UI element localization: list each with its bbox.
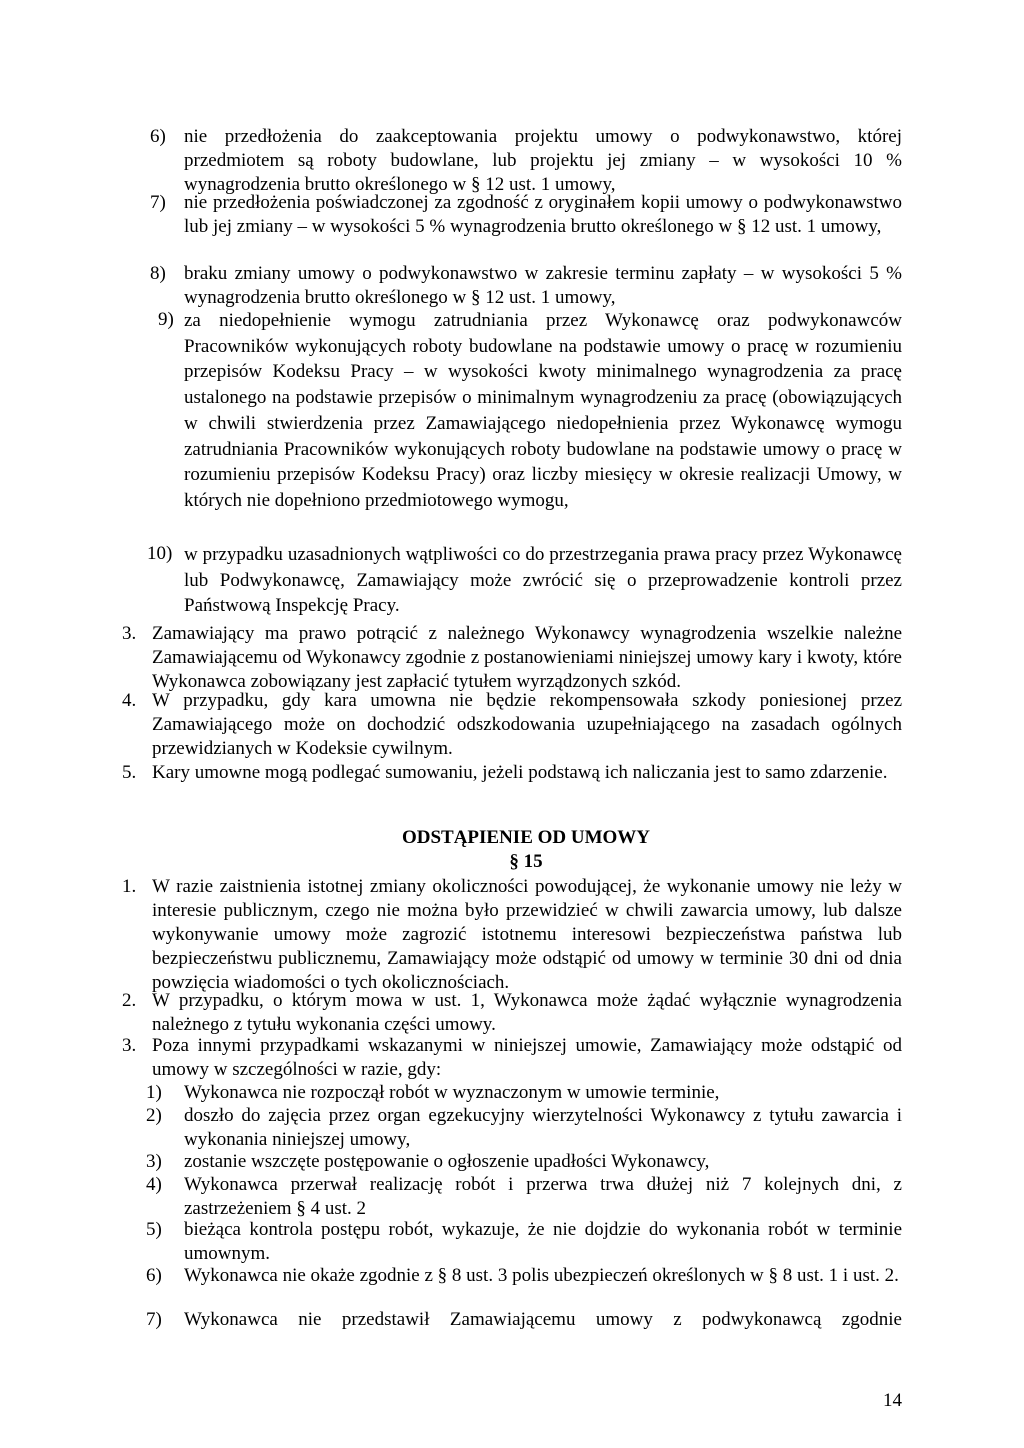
list-item-text: w przypadku uzasadnionych wątpliwości co do przestrzegania prawa pracy przez Wykonawcę lub Podwykonawcę, Zamawiający może zwrócić się o przeprowadzenie kontroli przez Państwową Inspekcję Pracy. — [184, 544, 902, 616]
list-item-text: nie przedłożenia poświadczonej za zgodność z oryginałem kopii umowy o podwykonawstwo lub jej zmiany – w wysokości 5 % wynagrodzenia brutto określonego w § 12 ust. 1 umowy, — [184, 192, 902, 237]
paragraph-number: 1. — [122, 876, 137, 897]
list-item-text: za niedopełnienie wymogu zatrudniania przez Wykonawcę oraz podwykonawców Pracowników wykonujących roboty budowlane na podstawie umowy o pracę w rozumieniu przepisów Kodeksu Pracy – w wysokości kwoty minimalnego wynagrodzenia za pracę ustalonego na podstawie przepisów o minimalnym wynagrodzeniu za pracę (obowiązujących w chwili stwierdzenia przez Zamawiającego niedopełnienia przez Wykonawcę wymogu zatrudniania Pracowników wykonujących roboty budowlane na podstawie umowy o pracę w rozumieniu przepisów Kodeksu Pracy) oraz liczby miesięcy w okresie realizacji Umowy, w których nie dopełniono przedmiotowego wymogu, — [184, 310, 902, 511]
list-item-number: 10) — [147, 543, 173, 564]
list-item-text: doszło do zajęcia przez organ egzekucyjny wierzytelności Wykonawcy z tytułu zawarcia i wykonania niniejszej umowy, — [184, 1105, 902, 1150]
list-item-number: 3) — [146, 1151, 162, 1172]
list-item-number: 2) — [146, 1105, 162, 1126]
paragraph-number: 3. — [122, 1035, 137, 1056]
list-item-number: 8) — [150, 263, 166, 284]
list-item-number: 1) — [146, 1082, 162, 1103]
paragraph-text: Zamawiający ma prawo potrącić z należnego Wykonawcy wynagrodzenia wszelkie należne Zamawiającemu od Wykonawcy zgodnie z postanowieniami niniejszej umowy kary i kwoty, które Wykonawca zobowiązany jest zapłacić tytułem wyrządzonych szkód. — [152, 623, 902, 692]
list-item-text: zostanie wszczęte postępowanie o ogłoszenie upadłości Wykonawcy, — [184, 1151, 710, 1172]
list-item-number: 6) — [146, 1265, 162, 1286]
list-item-text: Wykonawca przerwał realizację robót i przerwa trwa dłużej niż 7 kolejnych dni, z zastrzeżeniem § 4 ust. 2 — [184, 1174, 902, 1219]
paragraph-text: W przypadku, o którym mowa w ust. 1, Wykonawca może żądać wyłącznie wynagrodzenia należnego z tytułu wykonania części umowy. — [152, 990, 902, 1035]
paragraph-text: W razie zaistnienia istotnej zmiany okoliczności powodującej, że wykonanie umowy nie leży w interesie publicznym, czego nie można było przewidzieć w chwili zawarcia umowy, lub dalsze wykonywanie umowy może zagrozić istotnemu interesowi bezpieczeństwa państwa lub bezpieczeństwu publicznemu, Zamawiający może odstąpić od umowy w terminie 30 dni od dnia powzięcia wiadomości o tych okolicznościach. — [152, 876, 902, 993]
paragraph-number: 2. — [122, 990, 137, 1011]
list-item-text: nie przedłożenia do zaakceptowania projektu umowy o podwykonawstwo, której przedmiotem są roboty budowlane, lub projektu jej zmiany – w wysokości 10 % wynagrodzenia brutto określonego w § 12 ust. 1 umowy, — [184, 126, 902, 195]
page-number: 14 — [883, 1390, 902, 1411]
list-item-text: Wykonawca nie okaże zgodnie z § 8 ust. 3 polis ubezpieczeń określonych w § 8 ust. 1 i ust. 2. — [184, 1265, 899, 1286]
paragraph-text: Poza innymi przypadkami wskazanymi w niniejszej umowie, Zamawiający może odstąpić od umowy w szczególności w razie, gdy: — [152, 1035, 902, 1080]
paragraph-text: Kary umowne mogą podlegać sumowaniu, jeżeli podstawą ich naliczania jest to samo zdarzenie. — [152, 762, 888, 783]
list-item-text: bieżąca kontrola postępu robót, wykazuje, że nie dojdzie do wykonania robót w terminie umownym. — [184, 1219, 902, 1264]
list-item-text: Wykonawca nie rozpoczął robót w wyznaczonym w umowie terminie, — [184, 1082, 720, 1103]
list-item-number: 6) — [150, 126, 166, 147]
paragraph-number: 3. — [122, 623, 137, 644]
paragraph-number: 4. — [122, 690, 137, 711]
section-heading: ODSTĄPIENIE OD UMOWY — [401, 827, 651, 848]
list-item-number: 4) — [146, 1174, 162, 1195]
list-item-text: Wykonawca nie przedstawił Zamawiającemu umowy z podwykonawcą zgodnie — [184, 1309, 902, 1330]
section-number: § 15 — [509, 851, 543, 872]
list-item-number: 7) — [146, 1309, 162, 1330]
list-item-number: 5) — [146, 1219, 162, 1240]
list-item-number: 7) — [150, 192, 166, 213]
paragraph-text: W przypadku, gdy kara umowna nie będzie rekompensowała szkody poniesionej przez Zamawiającego może on dochodzić odszkodowania uzupełniającego na zasadach ogólnych przewidzianych w Kodeksie cywilnym. — [152, 690, 902, 759]
list-item-text: braku zmiany umowy o podwykonawstwo w zakresie terminu zapłaty – w wysokości 5 % wynagrodzenia brutto określonego w § 12 ust. 1 umowy, — [184, 263, 902, 308]
list-item-number: 9) — [158, 309, 174, 330]
paragraph-number: 5. — [122, 762, 137, 783]
